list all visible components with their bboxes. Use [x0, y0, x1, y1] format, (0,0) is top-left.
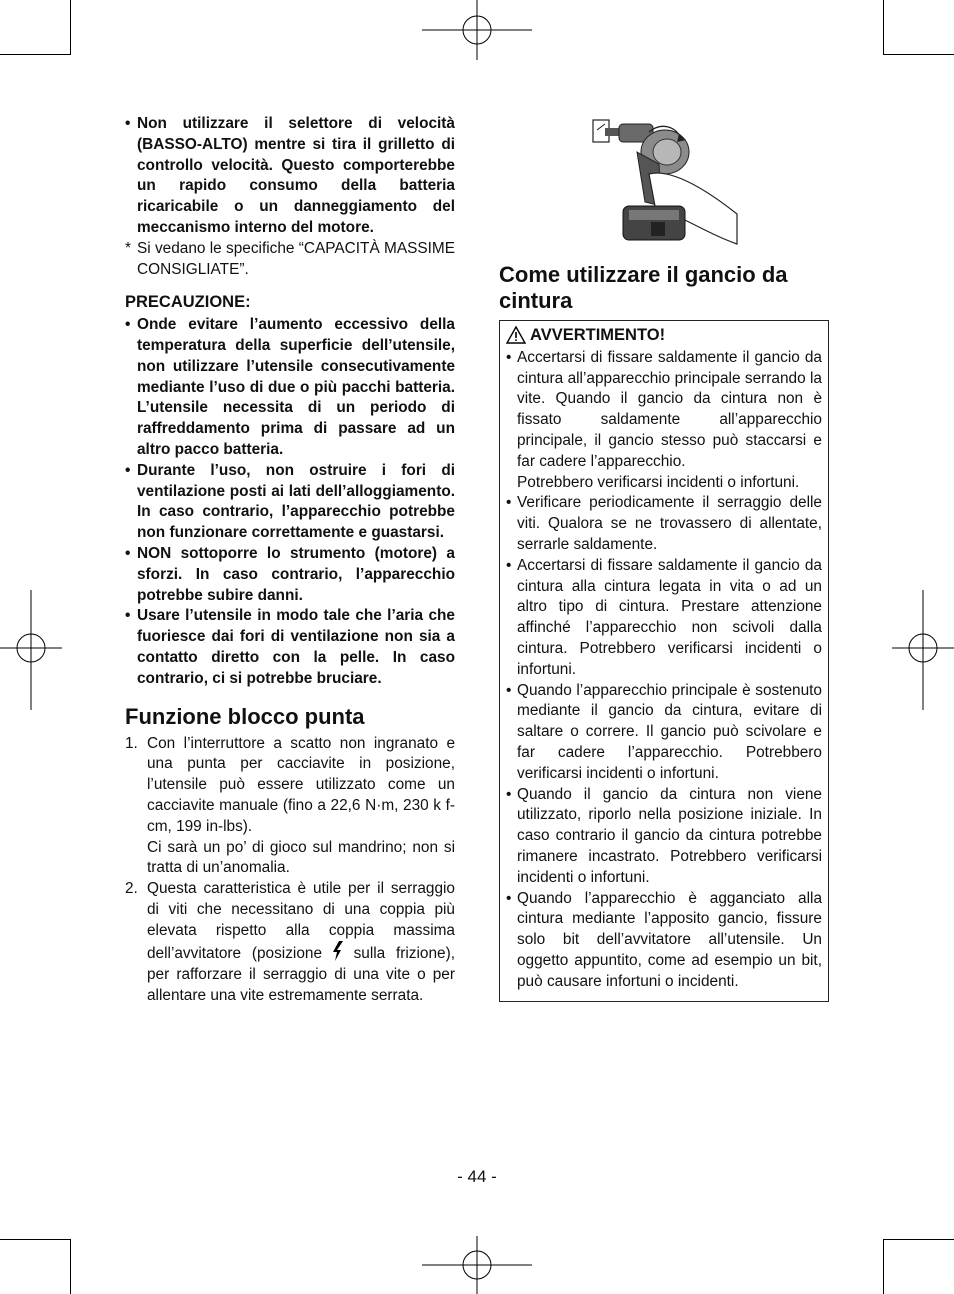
warning-title: AVVERTIMENTO!	[530, 326, 666, 344]
bullet-marker: •	[125, 607, 131, 625]
precaution-item	[125, 544, 455, 606]
crop-mark	[883, 54, 954, 55]
step-extra: Ci sarà un po’ di gioco sul mandrino; non si tratta di un’anomalia.	[147, 838, 455, 877]
crop-mark	[883, 1239, 884, 1294]
crop-mark	[70, 1239, 71, 1294]
registration-mark-bottom	[422, 1236, 532, 1294]
bullet-marker: •	[506, 348, 512, 366]
crop-mark	[70, 0, 71, 55]
warning-item	[506, 785, 822, 889]
precaution-text: Usare l’utensile in modo tale che l’aria che fuoriesce dai fori di ventilazione non sia a contatto diretto con la pelle. In caso contrario, ci si potrebbe bruciare.	[137, 607, 455, 687]
step-number: 1.	[125, 734, 138, 752]
caution-text: Non utilizzare il selettore di velocità (BASSO-ALTO) mentre si tira il grilletto di controllo velocità. Questo comporterebbe un rapido consumo della batteria ricaricabile o un danneggiamento del meccanismo interno del motore.	[137, 115, 455, 236]
section-title-bit-lock: Funzione blocco punta	[125, 703, 365, 729]
warning-item	[506, 348, 822, 494]
warning-text: Accertarsi di fissare saldamente il gancio da cintura all’apparecchio principale serrando la vite. Quando il gancio da cintura non è fissato saldamente all’apparecchio principale, il gancio stesso può staccarsi e far cadere l’apparecchio.	[517, 348, 822, 470]
bullet-marker: •	[125, 316, 131, 334]
warning-text: Quando il gancio da cintura non viene utilizzato, riporlo nella posizione iniziale. In caso contrario il gancio da cintura potrebbe rimanere incastrato. Potrebbero verificarsi incidenti o infortuni.	[517, 785, 822, 886]
crop-mark	[0, 1239, 70, 1240]
registration-mark-left	[0, 590, 62, 710]
warning-box	[499, 320, 829, 1002]
precaution-text: NON sottoporre lo strumento (motore) a sforzi. In caso contrario, l’apparecchio potrebbe subire danni.	[137, 544, 455, 604]
warning-triangle-icon	[506, 326, 526, 344]
left-column	[125, 114, 455, 1007]
precaution-item	[125, 315, 455, 461]
warning-text: Accertarsi di fissare saldamente il gancio da cintura alla cintura legata in vita o ad un altro tipo di cintura. Prestare attenzione affinché l’apparecchio non scivoli dalla cintura. Potrebbero verificarsi incidenti o infortuni.	[517, 556, 822, 678]
step-item	[125, 734, 455, 880]
precaution-text: Onde evitare l’aumento eccessivo della temperatura della superficie dell’utensile, non utilizzare l’utensile consecutivamente mediante l’uso di due o più pacchi batteria. L’utensile necessita di un periodo di raffreddamento prima di passare ad un altro pacco batteria.	[137, 316, 455, 458]
warning-item	[506, 681, 822, 785]
warning-text: Verificare periodicamente il serraggio delle viti. Qualora se ne trovassero di allentate, serrarle saldamente.	[517, 494, 822, 553]
drill-setting-icon	[333, 941, 343, 961]
step-text: Questa caratteristica è utile per il serraggio di viti che necessitano di una coppia più elevata rispetto alla coppia massima dell’avvitatore (posizione	[147, 880, 455, 963]
crop-mark	[883, 0, 884, 55]
precaution-item	[125, 606, 455, 689]
note-text: Si vedano le specifiche “CAPACITÀ MASSIME CONSIGLIATE”.	[137, 239, 455, 278]
bullet-marker: •	[125, 544, 131, 562]
step-number: 2.	[125, 880, 138, 898]
warning-header	[506, 325, 822, 346]
warning-item	[506, 889, 822, 993]
registration-mark-right	[892, 590, 954, 710]
step-item	[125, 879, 455, 1007]
crop-mark	[0, 54, 70, 55]
spec-note	[125, 239, 455, 281]
step-text: Con l’interruttore a scatto non ingranato e una punta per cacciavite in posizione, l’utensile può essere utilizzato come un cacciavite manuale (fino a 22,6 N·m, 230 k f-cm, 199 in-lbs).	[147, 734, 455, 835]
warning-text: Quando l’apparecchio principale è sostenuto mediante il gancio da cintura, evitare di saltare o correre. Il gancio può scivolare e far cadere l’apparecchio. Potrebbero verificarsi incidenti o infortuni.	[517, 681, 822, 782]
note-marker: *	[125, 239, 131, 257]
precaution-item	[125, 461, 455, 544]
registration-mark-top	[422, 0, 532, 60]
bullet-marker: •	[125, 115, 131, 132]
bullet-marker: •	[506, 556, 512, 574]
crop-mark	[883, 1239, 954, 1240]
warning-text: Quando l’apparecchio è agganciato alla cintura mediante l’apposito gancio, fissure solo bit dell’avvitatore all’utensile. Un oggetto appuntito, come ad esempio un bit, può causare infortuni o incidenti.	[517, 889, 822, 990]
warning-extra: Potrebbero verificarsi incidenti o infortuni.	[517, 473, 800, 491]
warning-item	[506, 556, 822, 681]
caution-bullet	[125, 114, 455, 239]
precaution-text: Durante l’uso, non ostruire i fori di ventilazione posti ai lati dell’alloggiamento. In caso contrario, l’apparecchio potrebbe non funzionare correttamente e guastarsi.	[137, 461, 455, 542]
warning-item	[506, 493, 822, 555]
page-number: - 44 -	[457, 1167, 497, 1186]
bullet-marker: •	[125, 461, 131, 479]
section-title-belt-hook: Come utilizzare il gancio da cintura	[499, 262, 788, 313]
bullet-marker: •	[506, 681, 512, 699]
step-text-cont: sulla frizione), per rafforzare il serraggio di una vite o per allentare una vite estremamente serrata.	[147, 945, 455, 1005]
bullet-marker: •	[506, 889, 512, 907]
precaution-title: PRECAUZIONE:	[125, 293, 251, 312]
drill-belt-hook-illustration	[589, 114, 739, 246]
bullet-marker: •	[506, 494, 512, 512]
bullet-marker: •	[506, 785, 512, 803]
right-column	[499, 114, 829, 1002]
